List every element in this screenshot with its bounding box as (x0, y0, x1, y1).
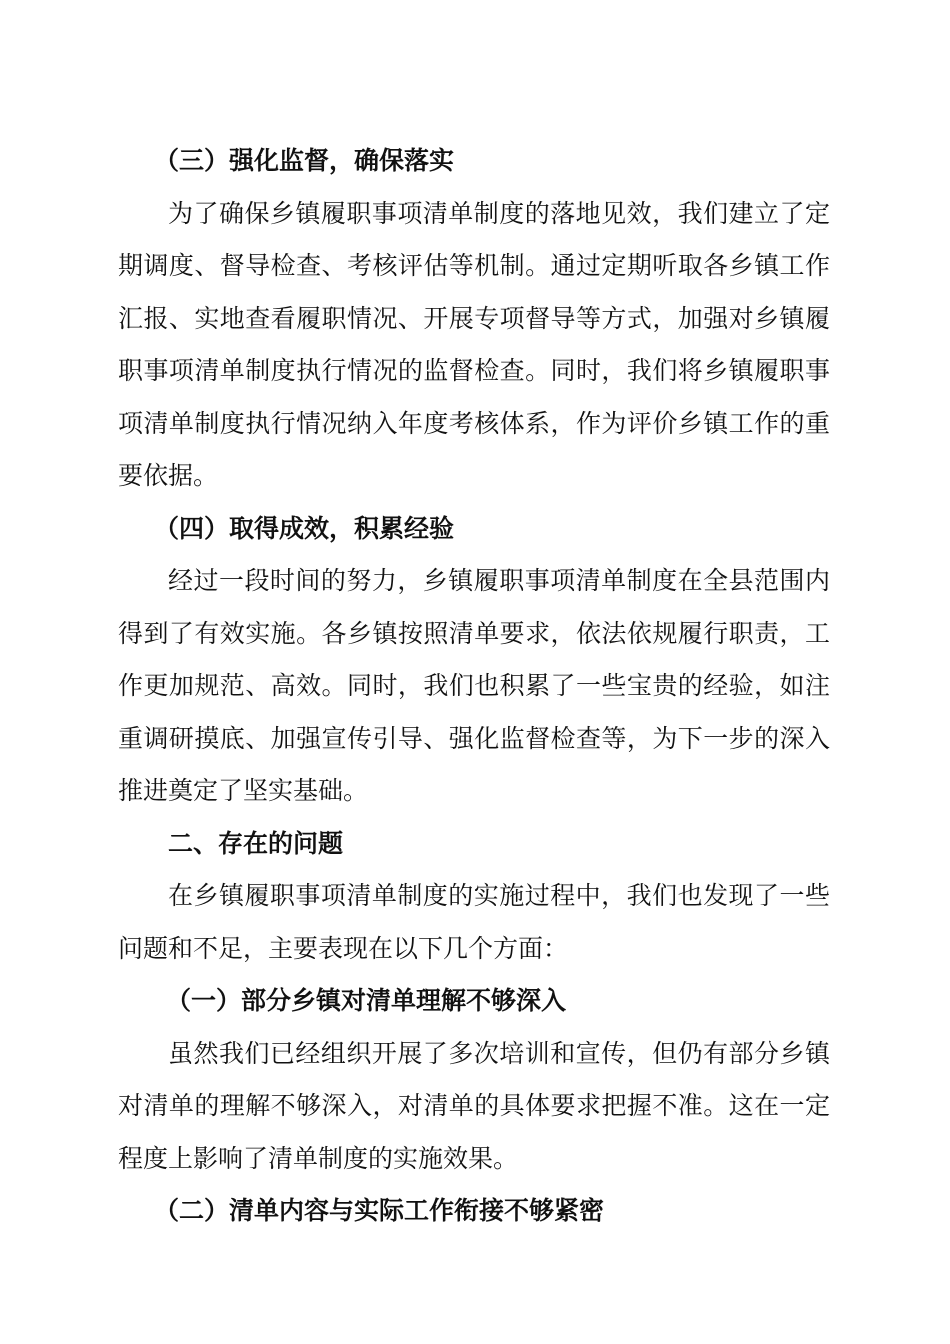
paragraph-supervision: 为了确保乡镇履职事项清单制度的落地见效，我们建立了定期调度、督导检查、考核评估等机制。通过定期听取各乡镇工作汇报、实地查看履职情况、开展专项督导等方式，加强对乡镇履职事项清单制度执行情况的监督检查。同时，我们将乡镇履职事项清单制度执行情况纳入年度考核体系，作为评价乡镇工作的重要依据。 (118, 198, 830, 490)
subsection-heading-1: （一）部分乡镇对清单理解不够深入 (166, 986, 567, 1015)
subsection-heading-2: （二）清单内容与实际工作衔接不够紧密 (154, 1196, 605, 1225)
subsection-heading-3: （三）强化监督，确保落实 (154, 146, 455, 175)
section-heading-problems: 二、存在的问题 (168, 828, 344, 858)
subsection-heading-4: （四）取得成效，积累经验 (154, 513, 455, 543)
document-body (118, 135, 830, 1238)
paragraph-problems-intro: 在乡镇履职事项清单制度的实施过程中，我们也发现了一些问题和不足，主要表现在以下几个方面： (118, 881, 830, 963)
paragraph-achievements: 经过一段时间的努力，乡镇履职事项清单制度在全县范围内得到了有效实施。各乡镇按照清单要求，依法依规履行职责，工作更加规范、高效。同时，我们也积累了一些宝贵的经验，如注重调研摸底、加强宣传引导、强化监督检查等，为下一步的深入推进奠定了坚实基础。 (118, 566, 830, 805)
paragraph-understanding: 虽然我们已经组织开展了多次培训和宣传，但仍有部分乡镇对清单的理解不够深入，对清单的具体要求把握不准。这在一定程度上影响了清单制度的实施效果。 (118, 1038, 830, 1173)
